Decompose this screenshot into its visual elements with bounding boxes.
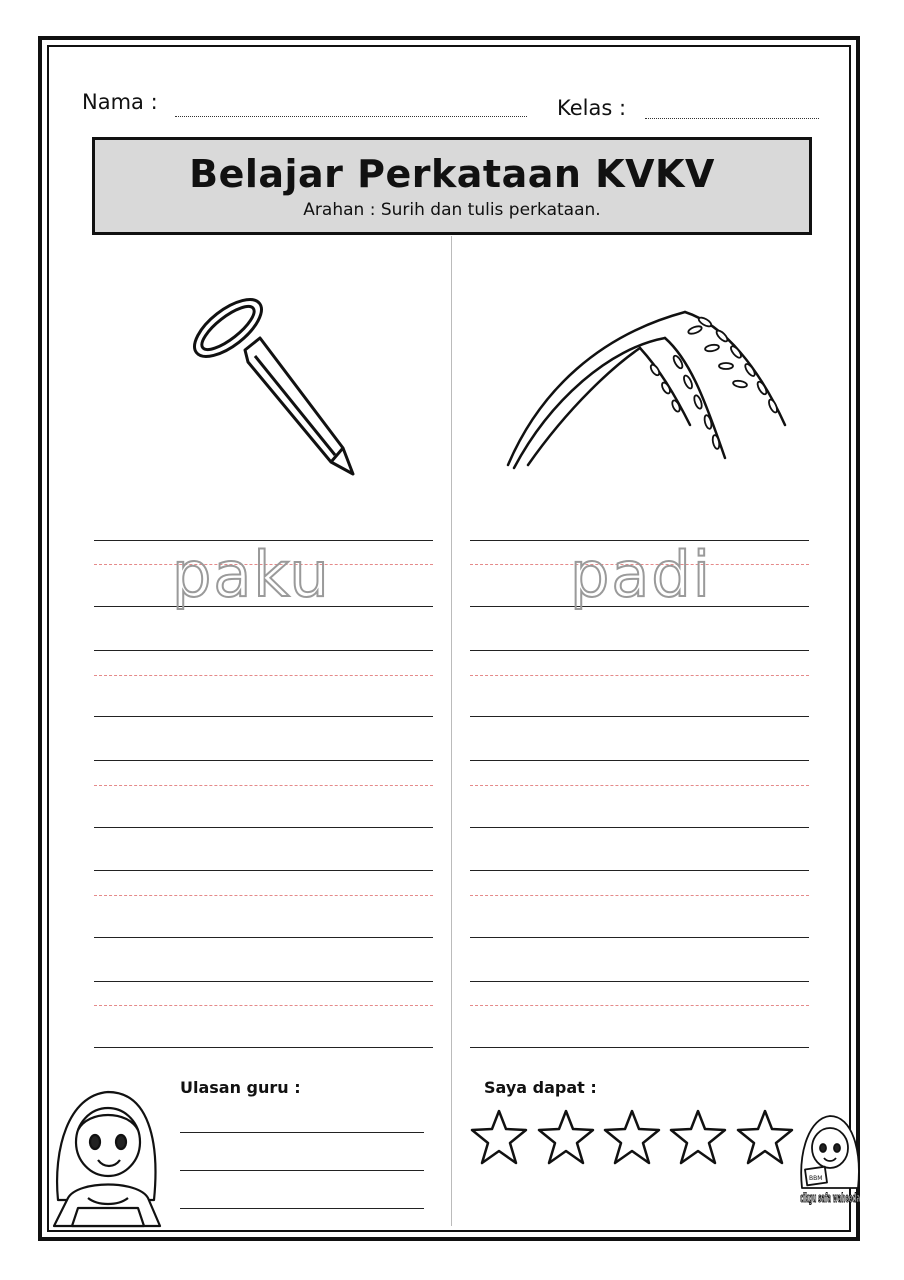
title-box bbox=[92, 137, 812, 235]
nama-field[interactable] bbox=[175, 116, 527, 117]
trace-word-paku: paku bbox=[172, 538, 331, 611]
kelas-field[interactable] bbox=[645, 118, 819, 119]
rice-stalk-icon bbox=[500, 300, 800, 475]
teacher-review-line[interactable] bbox=[180, 1132, 424, 1133]
girl-reading-icon bbox=[48, 1080, 166, 1230]
teacher-review-line[interactable] bbox=[180, 1208, 424, 1209]
rating-star-icon[interactable] bbox=[735, 1108, 795, 1166]
rating-star-icon[interactable] bbox=[602, 1108, 662, 1166]
nail-icon bbox=[185, 290, 365, 480]
cikgu-logo-icon bbox=[796, 1110, 864, 1238]
teacher-review-label: Ulasan guru : bbox=[180, 1078, 301, 1097]
worksheet-title: Belajar Perkataan KVKV bbox=[189, 152, 715, 196]
rating-star-icon[interactable] bbox=[536, 1108, 596, 1166]
book-label: BBM bbox=[809, 1175, 823, 1182]
kelas-label: Kelas : bbox=[557, 96, 627, 120]
trace-word-padi: padi bbox=[570, 538, 712, 611]
self-rating-label: Saya dapat : bbox=[484, 1078, 597, 1097]
nama-label: Nama : bbox=[82, 90, 158, 114]
logo-text: cikgu safa waheeda bbox=[800, 1191, 860, 1205]
worksheet-instruction: Arahan : Surih dan tulis perkataan. bbox=[303, 200, 601, 220]
teacher-review-line[interactable] bbox=[180, 1170, 424, 1171]
rating-star-icon[interactable] bbox=[469, 1108, 529, 1166]
column-divider bbox=[451, 236, 452, 1226]
rating-star-icon[interactable] bbox=[668, 1108, 728, 1166]
